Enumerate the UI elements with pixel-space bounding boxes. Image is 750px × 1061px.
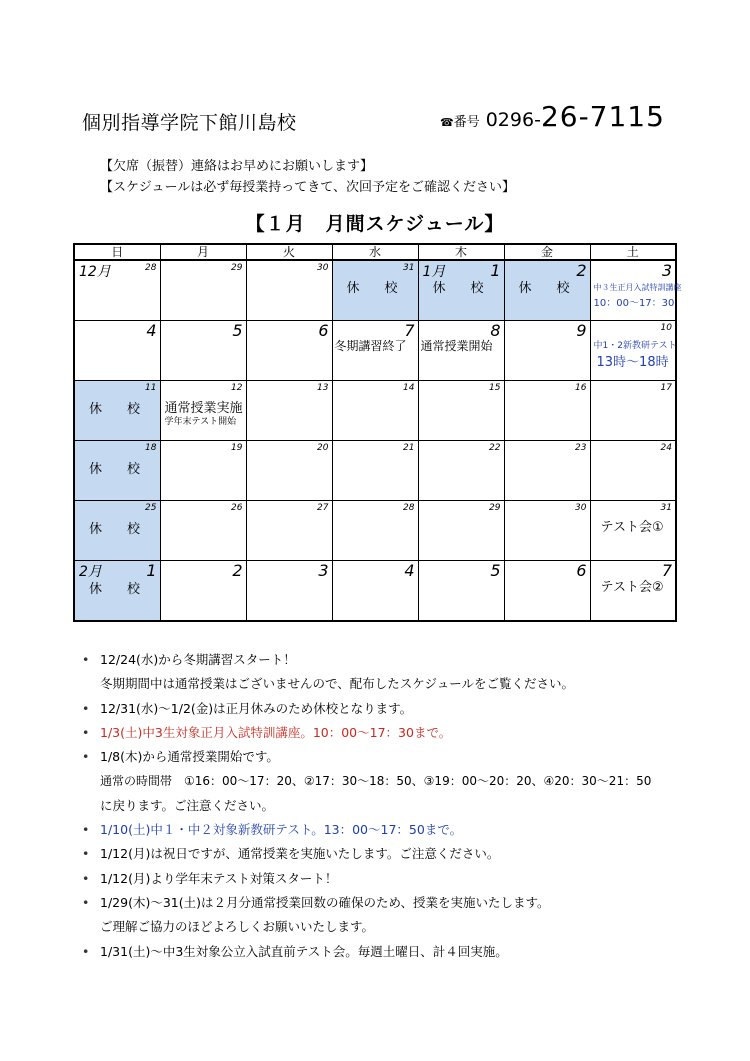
note-continuation: 通常の時間帯 ①16：00～17：20、②17：30～18：50、③19：00～20：20、④20：30～21：50: [100, 774, 652, 789]
day-cell-closed: [74, 441, 160, 501]
calendar-week: [74, 260, 676, 321]
phone-number: 26-7115: [540, 100, 665, 133]
day-number: 1: [146, 561, 157, 580]
note-item-highlight: • 1/10(土)中１・中２対象新教研テスト。13：00～17：50まで。: [82, 818, 651, 842]
day-cell: [418, 561, 504, 622]
day-cell: [160, 381, 246, 441]
day-number: 20: [317, 443, 329, 453]
day-number: 4: [404, 561, 415, 580]
notice-schedule: 【スケジュールは必ず毎授業持ってきて、次回予定をご確認ください】: [100, 180, 515, 195]
day-cell: [590, 561, 676, 622]
event-label: 通常授業実施: [164, 401, 243, 416]
day-number: 14: [403, 383, 415, 393]
day-cell: [504, 441, 590, 501]
event-label: 中1・2新教研テスト: [593, 341, 677, 351]
closed-label: 休 校: [89, 582, 147, 597]
day-number: 11: [145, 383, 157, 393]
day-cell: [160, 441, 246, 501]
day-cell-closed: [74, 501, 160, 561]
day-cell: [332, 561, 418, 622]
day-cell: [160, 321, 246, 381]
event-label: 通常授業開始: [420, 339, 493, 353]
day-cell: [418, 501, 504, 561]
day-number: 15: [489, 383, 501, 393]
day-number: 7: [404, 321, 415, 340]
event-label: テスト会②: [600, 580, 664, 595]
day-number: 28: [403, 503, 415, 513]
calendar-week: [74, 501, 676, 561]
day-cell: [590, 381, 676, 441]
day-cell: [418, 321, 504, 381]
phone-block: [440, 100, 665, 133]
day-cell: [590, 441, 676, 501]
day-cell-closed: [504, 260, 590, 321]
day-number: 6: [576, 561, 587, 580]
day-number: 6: [318, 321, 329, 340]
day-number: 24: [660, 443, 672, 453]
note-item: • 12/24(水)から冬期講習スタート！: [82, 648, 651, 672]
note-item: • 1/31(土)～中3生対象公立入試直前テスト会。毎週土曜日、計４回実施。: [82, 940, 651, 964]
note-item: • 1/29(木)～31(土)は２月分通常授業回数の確保のため、授業を実施いたします。: [82, 891, 651, 915]
weekday-mon: 月: [160, 244, 246, 260]
day-number: 23: [575, 443, 587, 453]
day-cell: [74, 260, 160, 321]
closed-label: 休 校: [89, 402, 147, 417]
day-cell: [590, 321, 676, 381]
day-number: 18: [145, 443, 157, 453]
day-number: 22: [489, 443, 501, 453]
day-number: 26: [231, 503, 243, 513]
event-sub-label: 学年末テスト開始: [164, 417, 237, 427]
day-cell: [418, 381, 504, 441]
day-cell: [246, 441, 332, 501]
weekday-fri: 金: [504, 244, 590, 260]
day-cell: [160, 260, 246, 321]
day-number: 29: [489, 503, 501, 513]
day-cell: [504, 561, 590, 622]
calendar-week: [74, 561, 676, 622]
school-name: 個別指導学院下館川島校: [82, 112, 297, 134]
day-number: 19: [231, 443, 243, 453]
day-number: 28: [145, 263, 157, 273]
closed-label: 休 校: [518, 281, 576, 296]
note-item: • 12/31(水)～1/2(金)は正月休みのため休校となります。: [82, 697, 651, 721]
day-number: 30: [575, 503, 587, 513]
day-cell: [246, 501, 332, 561]
closed-label: 休 校: [89, 522, 147, 537]
day-number: 3: [661, 261, 672, 280]
note-item: • 1/12(月)は祝日ですが、通常授業を実施いたします。ご注意ください。: [82, 842, 651, 866]
day-number: 29: [231, 263, 243, 273]
event-label: 冬期講習終了: [334, 339, 407, 353]
day-cell: [332, 441, 418, 501]
day-number: 7: [661, 561, 672, 580]
day-cell: [504, 501, 590, 561]
closed-label: 休 校: [89, 462, 147, 477]
note-continuation: に戻ります。ご注意ください。: [100, 797, 275, 813]
day-number: 31: [403, 263, 415, 273]
notes-list: [82, 648, 651, 964]
note-continuation: 冬期期間中は通常授業はございませんので、配布したスケジュールをご覧ください。: [100, 676, 575, 692]
day-number: 31: [660, 503, 672, 513]
phone-icon: ☎: [440, 116, 454, 129]
phone-area-code: 0296-: [485, 109, 541, 131]
day-number: 2: [232, 561, 243, 580]
weekday-sun: 日: [74, 244, 160, 260]
day-cell: [332, 381, 418, 441]
day-cell: [246, 381, 332, 441]
day-cell: [246, 321, 332, 381]
month-label: 1月: [422, 264, 446, 280]
note-item: • 1/12(月)より学年末テスト対策スタート！: [82, 867, 651, 891]
day-number: 16: [575, 383, 587, 393]
weekday-header: [74, 244, 676, 260]
calendar-week: [74, 321, 676, 381]
day-cell-closed: [332, 260, 418, 321]
event-label: テスト会①: [600, 520, 664, 535]
notice-absence: 【欠席（振替）連絡はお早めにお願いします】: [100, 159, 374, 174]
day-cell: [590, 501, 676, 561]
monthly-calendar: [73, 243, 682, 622]
day-number: 9: [576, 321, 587, 340]
note-continuation: ご理解ご協力のほどよろしくお願いいたします。: [100, 919, 375, 935]
day-cell-closed: [418, 260, 504, 321]
weekday-tue: 火: [246, 244, 332, 260]
day-cell: [504, 381, 590, 441]
day-number: 1: [490, 261, 501, 280]
day-number: 13: [317, 383, 329, 393]
day-cell: [246, 561, 332, 622]
day-number: 8: [490, 321, 501, 340]
day-number: 5: [490, 561, 501, 580]
weekday-wed: 水: [332, 244, 418, 260]
day-number: 10: [660, 323, 672, 333]
day-number: 27: [317, 503, 329, 513]
day-number: 25: [145, 503, 157, 513]
day-number: 12: [231, 383, 243, 393]
day-cell: [504, 321, 590, 381]
day-number: 30: [317, 263, 329, 273]
day-cell-closed: [74, 561, 160, 622]
day-cell-closed: [74, 381, 160, 441]
phone-label: 番号: [453, 115, 480, 130]
month-label: 12月: [79, 264, 111, 280]
day-number: 2: [576, 261, 587, 280]
day-number: 21: [403, 443, 415, 453]
day-number: 17: [660, 383, 672, 393]
day-number: 5: [232, 321, 243, 340]
day-number: 4: [146, 321, 157, 340]
day-cell: [332, 321, 418, 381]
weekday-thu: 木: [418, 244, 504, 260]
day-cell: [246, 260, 332, 321]
calendar-week: [74, 441, 676, 501]
day-number: 3: [318, 561, 329, 580]
note-item: • 1/8(木)から通常授業開始です。: [82, 745, 651, 769]
closed-label: 休 校: [346, 281, 404, 296]
closed-label: 休 校: [432, 281, 490, 296]
event-time: 10：00～17：30: [593, 298, 675, 309]
day-cell: [332, 501, 418, 561]
calendar-title: 【１月 月間スケジュール】: [245, 213, 505, 235]
note-item-highlight: • 1/3(土)中3生対象正月入試特訓講座。10：00～17：30まで。: [82, 721, 651, 745]
event-label: 中３生正月入試特訓講座: [593, 283, 682, 292]
day-cell: [74, 321, 160, 381]
day-cell: [160, 501, 246, 561]
event-time: 13時～18時: [596, 355, 669, 370]
day-cell: [160, 561, 246, 622]
weekday-sat: 土: [590, 244, 676, 260]
calendar-week: [74, 381, 676, 441]
month-label: 2月: [79, 564, 102, 580]
day-cell: [590, 260, 682, 321]
day-cell: [418, 441, 504, 501]
